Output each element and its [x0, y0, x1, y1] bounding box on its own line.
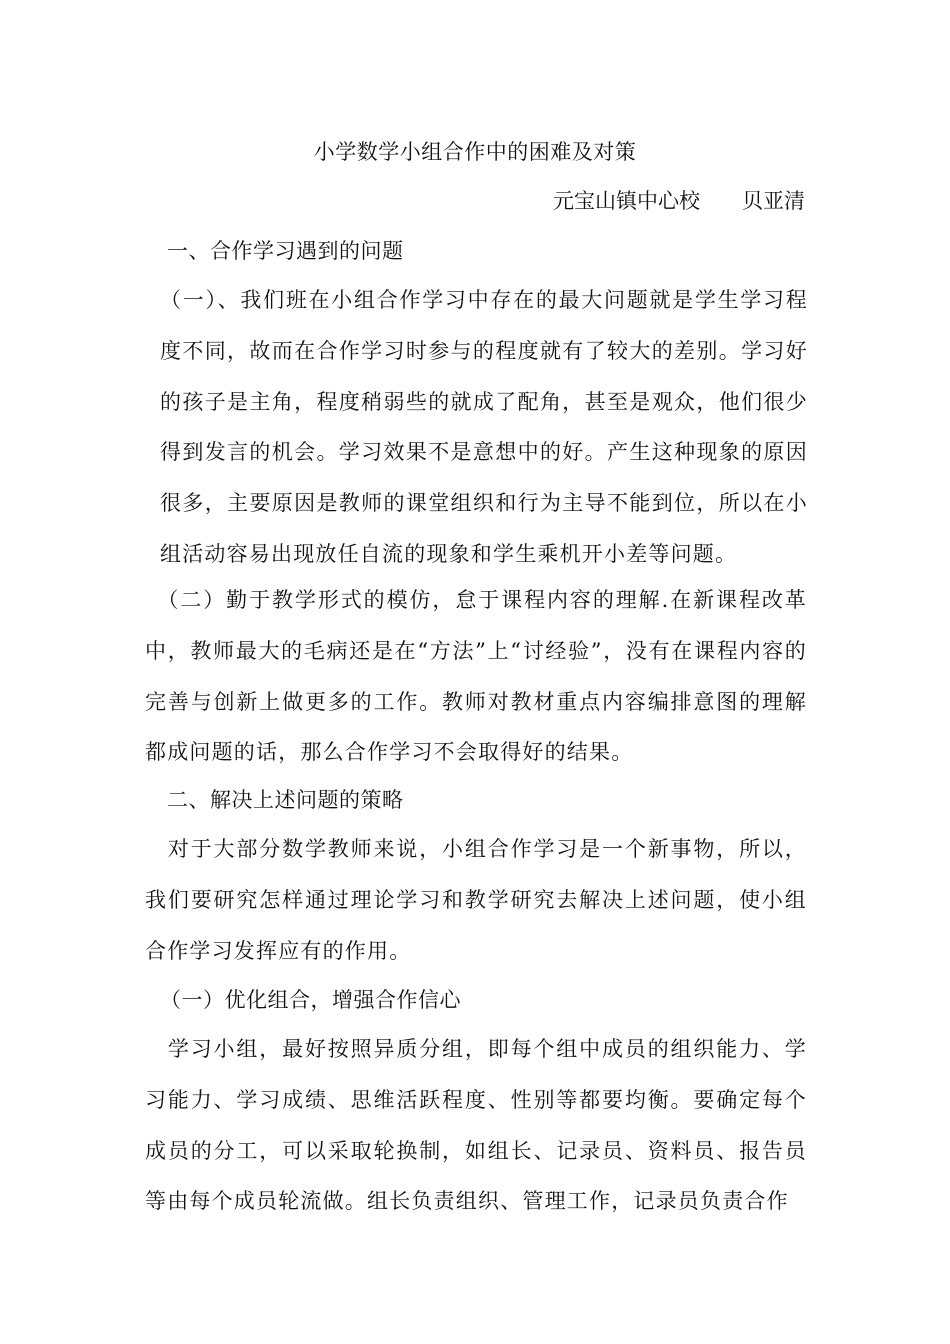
section-heading-1: 一、合作学习遇到的问题	[167, 239, 404, 263]
subheading-1: （一）优化组合，增强合作信心	[160, 988, 461, 1012]
author-byline: 元宝山镇中心校 贝亚清	[553, 189, 805, 213]
paragraph-4: 学习小组，最好按照异质分组，即每个组中成员的组织能力、学习能力、学习成绩、思维活跃程度、性别等都要均衡。要确定每个成员的分工，可以采取轮换制，如组长、记录员、资料员、报告员等由每个成员轮流做。组长负责组织、管理工作，记录员负责合作	[145, 1037, 807, 1214]
document-title: 小学数学小组合作中的困难及对策	[313, 140, 637, 164]
paragraph-1: （一）、我们班在小组合作学习中存在的最大问题就是学生学习程度不同，故而在合作学习时参与的程度就有了较大的差别。学习好的孩子是主角，程度稍弱些的就成了配角，甚至是观众，他们很少得到发言的机会。学习效果不是意想中的好。产生这种现象的原因很多，主要原因是教师的课堂组织和行为主导不能到位，所以在小组活动容易出现放任自流的现象和学生乘机开小差等问题。	[160, 288, 808, 566]
paragraph-2: （二）勤于教学形式的模仿，怠于课程内容的理解.在新课程改革中，教师最大的毛病还是在“方法”上“讨经验”，没有在课程内容的完善与创新上做更多的工作。教师对教材重点内容编排意图的理解都成问题的话，那么合作学习不会取得好的结果。	[145, 588, 807, 765]
section-heading-2: 二、解决上述问题的策略	[167, 788, 404, 812]
paragraph-3: 对于大部分数学教师来说，小组合作学习是一个新事物，所以，我们要研究怎样通过理论学习和教学研究去解决上述问题，使小组合作学习发挥应有的作用。	[145, 837, 807, 963]
